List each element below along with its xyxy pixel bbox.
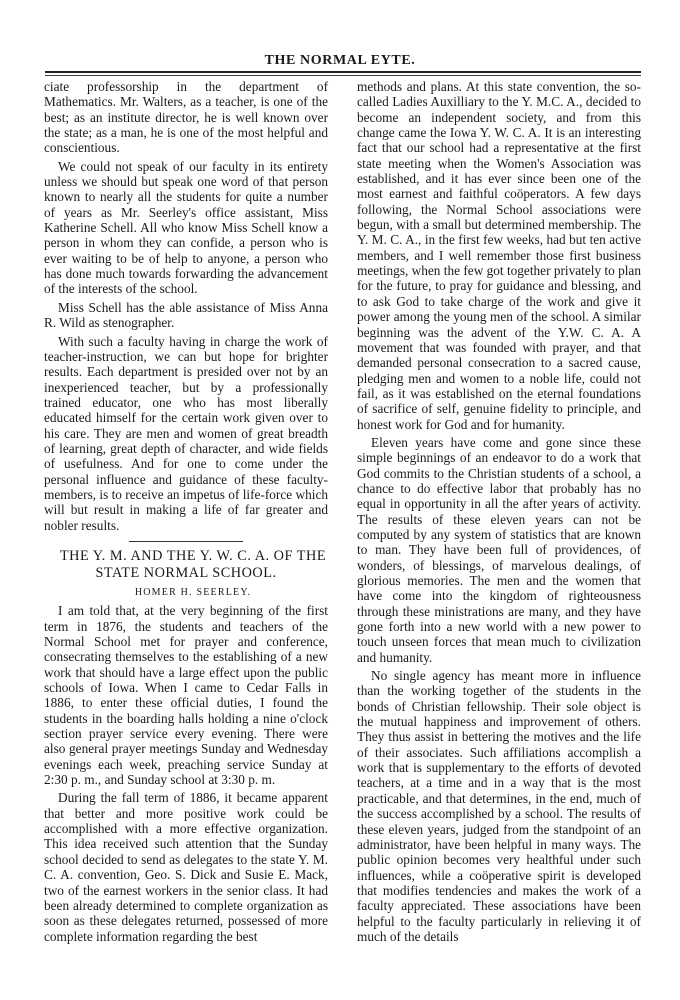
left-column xyxy=(44,79,328,947)
paragraph: Miss Schell has the able assistance of Miss Anna R. Wild as stenographer. xyxy=(44,299,328,331)
paragraph: ciate professorship in the department of Mathematics. Mr. Walters, as a teacher, is one of the best; as an institute director, he is well known over the state; as a man, he is one of the most helpful and conscientious. xyxy=(44,79,328,156)
paragraph: Eleven years have come and gone since these simple beginnings of an endeavor to do a work that God commits to the Christian students of a school, a chance to do effective labor that probably has no equal in opportunity in all the after years of activity. The results of these eleven years can not be computed by any system of statistics that are known to man. They have been full of providences, of wonders, of blessings, of marvelous dealings, of glorious memories. The men and the women that have come into the kingdom of righteousness through these ministrations are many, and they have gone forth into a new world with a new power to touch unseen forces that mean much to civilization and humanity. xyxy=(357,434,641,665)
header-rule-thin xyxy=(45,75,641,76)
header-rule xyxy=(45,71,641,73)
running-head: THE NORMAL EYTE. xyxy=(264,53,416,68)
paragraph: During the fall term of 1886, it became apparent that better and more positive work could be accomplished with a more effective organization. This idea received such attention that the Sunday school decided to send as delegates to the state Y. M. C. A. convention, Geo. S. Dick and Susie E. Mack, two of the earnest workers in the senior class. It had been already determined to complete organization as soon as these delegates returned, possessed of more complete information regarding the best xyxy=(44,790,328,944)
article-title: THE Y. M. AND THE Y. W. C. A. OF THE STATE NORMAL SCHOOL. xyxy=(59,547,327,581)
paragraph: With such a faculty having in charge the work of teacher-instruction, we can but hope for brighter results. Each department is presided over not by an inexperienced teacher, but by a professionally trained educator, one who has most liberally educated himself for the certain work given over to his care. They are men and women of great breadth of learning, great depth of character, and wide fields of usefulness. And for one to come under the personal influence and guidance of these faculty-members, is to receive an impetus of life-force which will but result in making a life of far greater and nobler results. xyxy=(44,333,328,533)
section-divider xyxy=(129,541,243,542)
paragraph: I am told that, at the very beginning of the first term in 1876, the students and teachers of the Normal School met for prayer and conference, consecrating themselves to the establishing of a new work that should have a large effect upon the public schools of Iowa. When I came to Cedar Falls in 1886, to enter these official duties, I found the students in the boarding halls holding a nine o'clock section prayer service every evening. There were also general prayer meetings Sunday and Wednesday evenings each week, preaching service Sunday at 2:30 p. m., and Sunday school at 3:30 p. m. xyxy=(44,603,328,788)
paragraph: No single agency has meant more in influence than the working together of the students in the bonds of Christian fellowship. Their sole object is the mutual happiness and improvement of others. They thus assist in bettering the motives and the life of their associates. Such affiliations accomplish a work that is supplementary to the efforts of devoted teachers, at a time and in a way that is the most practicable, and that determines, in the end, much of the success accomplished by a school. The results of these eleven years, judged from the standpoint of an administrator, have been helpful in many ways. The public opinion becomes very healthful under such influences, while a coöperative spirit is developed that modifies tendencies and makes the work of a faculty appreciated. These associations have been helpful to the faculty particularly in relieving it of much of the details xyxy=(357,668,641,944)
paragraph: We could not speak of our faculty in its entirety unless we should but speak one word of that person known to nearly all the students for quite a number of years as Mr. Seerley's office assistant, Miss Katherine Schell. All who know Miss Schell know a person in whom they can confide, a person who is ever waiting to be of help to anyone, a person who has done much towards forwarding the advancement of the interests of the school. xyxy=(44,158,328,297)
article-byline: HOMER H. SEERLEY. xyxy=(134,586,252,598)
paragraph: methods and plans. At this state convention, the so-called Ladies Auxilliary to the Y. M.C. A., decided to become an independent society, and from this change came the Iowa Y. W. C. A. It is an interesting fact that our school had a representative at the first state meeting when the Women's Association was established, and it has ever since been one of the most earnest and faithful coöperators. A few days following, the Normal School associations were begun, with a small but determined membership. The Y. M. C. A., in the first few weeks, had but ten active members, and I well remember those first business meetings, when the few got together privately to plan for the future, to pray for guidance and blessing, and to ask God to take charge of the work and give it power among the young men of the school. A similar beginning was the advent of the Y.W. C. A. A movement that was founded with prayer, and that demanded personal consecration to a sacred cause, pledging men and women to a noble life, could not fail, as it was established on the eternal foundations of sacrifice of self, genuine fidelity to principle, and honest work for God and for humanity. xyxy=(357,79,641,432)
right-column xyxy=(357,79,641,947)
